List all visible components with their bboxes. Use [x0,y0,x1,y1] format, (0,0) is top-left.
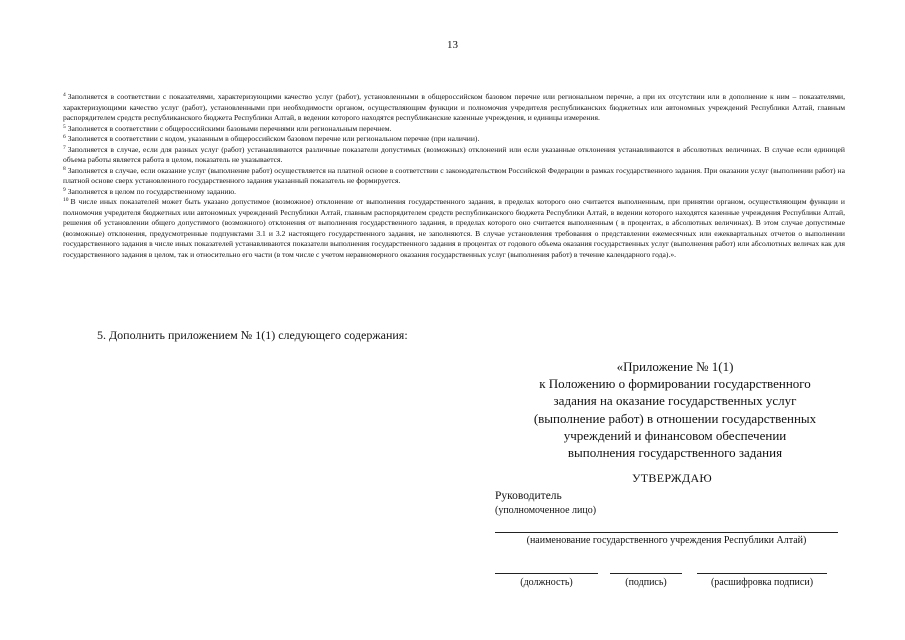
footnote-text: Заполняется в соответствии с общероссийскими базовыми перечнями или региональным перечнем. [67,123,392,133]
head-label: Руководитель [495,490,562,502]
footnote-text: Заполняется в соответствии с показателями, характеризующими качество услуг (работ), установленными в общероссийском базовом перечне или региональном перечне, а при их отсутствии или в дополнение к ним – показателями, характеризующими качество услуг (работ), установленными при необходимости органом, осуществляющим функции и полномочия учредителя республиканских бюджетных или автономных учреждений Республики Алтай, главным распорядителем средств республиканского бюджета Республики Алтай, в ведении которого находятся республиканские казенные учреждения, и единицы измерения. [63,92,845,122]
footnote-5 [63,124,845,135]
signature-caption: (подпись) [625,577,667,588]
footnote-10 [63,197,845,260]
appendix-line: задания на оказание государственных услуг [553,393,797,409]
page-number: 13 [447,39,458,51]
head-sublabel: (уполномоченное лицо) [495,505,597,516]
position-caption: (должность) [520,577,573,588]
appendix-line: учреждений и финансовом обеспечении [563,427,787,443]
footnote-mark: 10 [63,197,69,203]
footnote-text: В числе иных показателей может быть указано допустимое (возможное) отклонение от выполнения государственного задания, в пределах которого оно считается выполненным, при принятии органом, осуществляющим функции и полномочия учредителя бюджетных или автономных учреждений Республики Алтай, главным распорядителем средств республиканского бюджета Республики Алтай, в ведении которого находятся казенные учреждения Республики Алтай, решения об установлении общего допустимого (возможного) отклонения от выполнения государственного задания, в пределах которого оно считается выполненным ( в процентах, в абсолютных величинах). В этом случае допустимые (возможные) отклонения, предусмотренные подпунктами 3.1 и 3.2 настоящего государственного задания, не заполняются. В случае установления требования о представлении ежемесячных или ежеквартальных отчетов о выполнении государственного задания в числе иных показателей устанавливаются показатели выполнения государственного задания в процентах от годового объема оказания государственных услуг (выполнения работ) или абсолютных величах как для государственного задания в целом, так и относительно его части (в том числе с учетом неравномерного оказания государственных услуг (выполнения работ) в течение календарного года).». [63,197,845,259]
footnote-text: Заполняется в соответствии с кодом, указанным в общероссийском базовом перечне или региональном перечне (при наличии). [67,134,480,143]
decoding-line [697,573,827,574]
institution-line [495,532,838,533]
item-5-paragraph: 5. Дополнить приложением № 1(1) следующего содержания: [97,328,408,342]
signature-line [610,573,682,574]
footnote-text: Заполняется в случае, если для разных услуг (работ) устанавливаются различные показатели допустимых (возможных) отклонений или если указанные отклонения устанавливаются в абсолютных величинах. В случае если единицей объема работы является работа в целом, показатель не указывается. [63,144,845,164]
footnote-mark: 9 [63,186,66,193]
footnote-mark: 4 [63,92,66,98]
appendix-line: (выполнение работ) в отношении государственных [533,410,817,426]
appendix-heading [490,358,860,461]
position-line [495,573,598,574]
appendix-line: «Приложение № 1(1) [616,359,734,374]
appendix-line: выполнения государственного задания [567,445,783,461]
institution-caption: (наименование государственного учреждения Республики Алтай) [526,535,807,546]
footnote-4 [63,92,845,124]
footnote-text: Заполняется в целом по государственному заданию. [67,186,237,196]
decoding-caption: (расшифровка подписи) [710,577,814,588]
footnote-mark: 7 [63,144,66,151]
footnote-9 [63,187,845,198]
footnote-text: Заполняется в случае, если оказание услуг (выполнение работ) осуществляется на платной основе в соответствии с законодательством Российской Федерации в рамках государственного задания. При оказании услуг (выполнении работ) на платной основе сверх установленного государственного задания указанный показатель не формируется. [63,165,845,185]
footnote-mark: 6 [63,134,66,140]
appendix-line: к Положению о формировании государственного [539,376,811,392]
footnotes [63,92,845,260]
footnote-8 [63,166,845,187]
approve-heading: УТВЕРЖДАЮ [632,471,713,485]
footnote-mark: 5 [63,123,66,130]
footnote-6 [63,134,845,145]
footnote-mark: 8 [63,165,66,172]
footnote-7 [63,145,845,166]
